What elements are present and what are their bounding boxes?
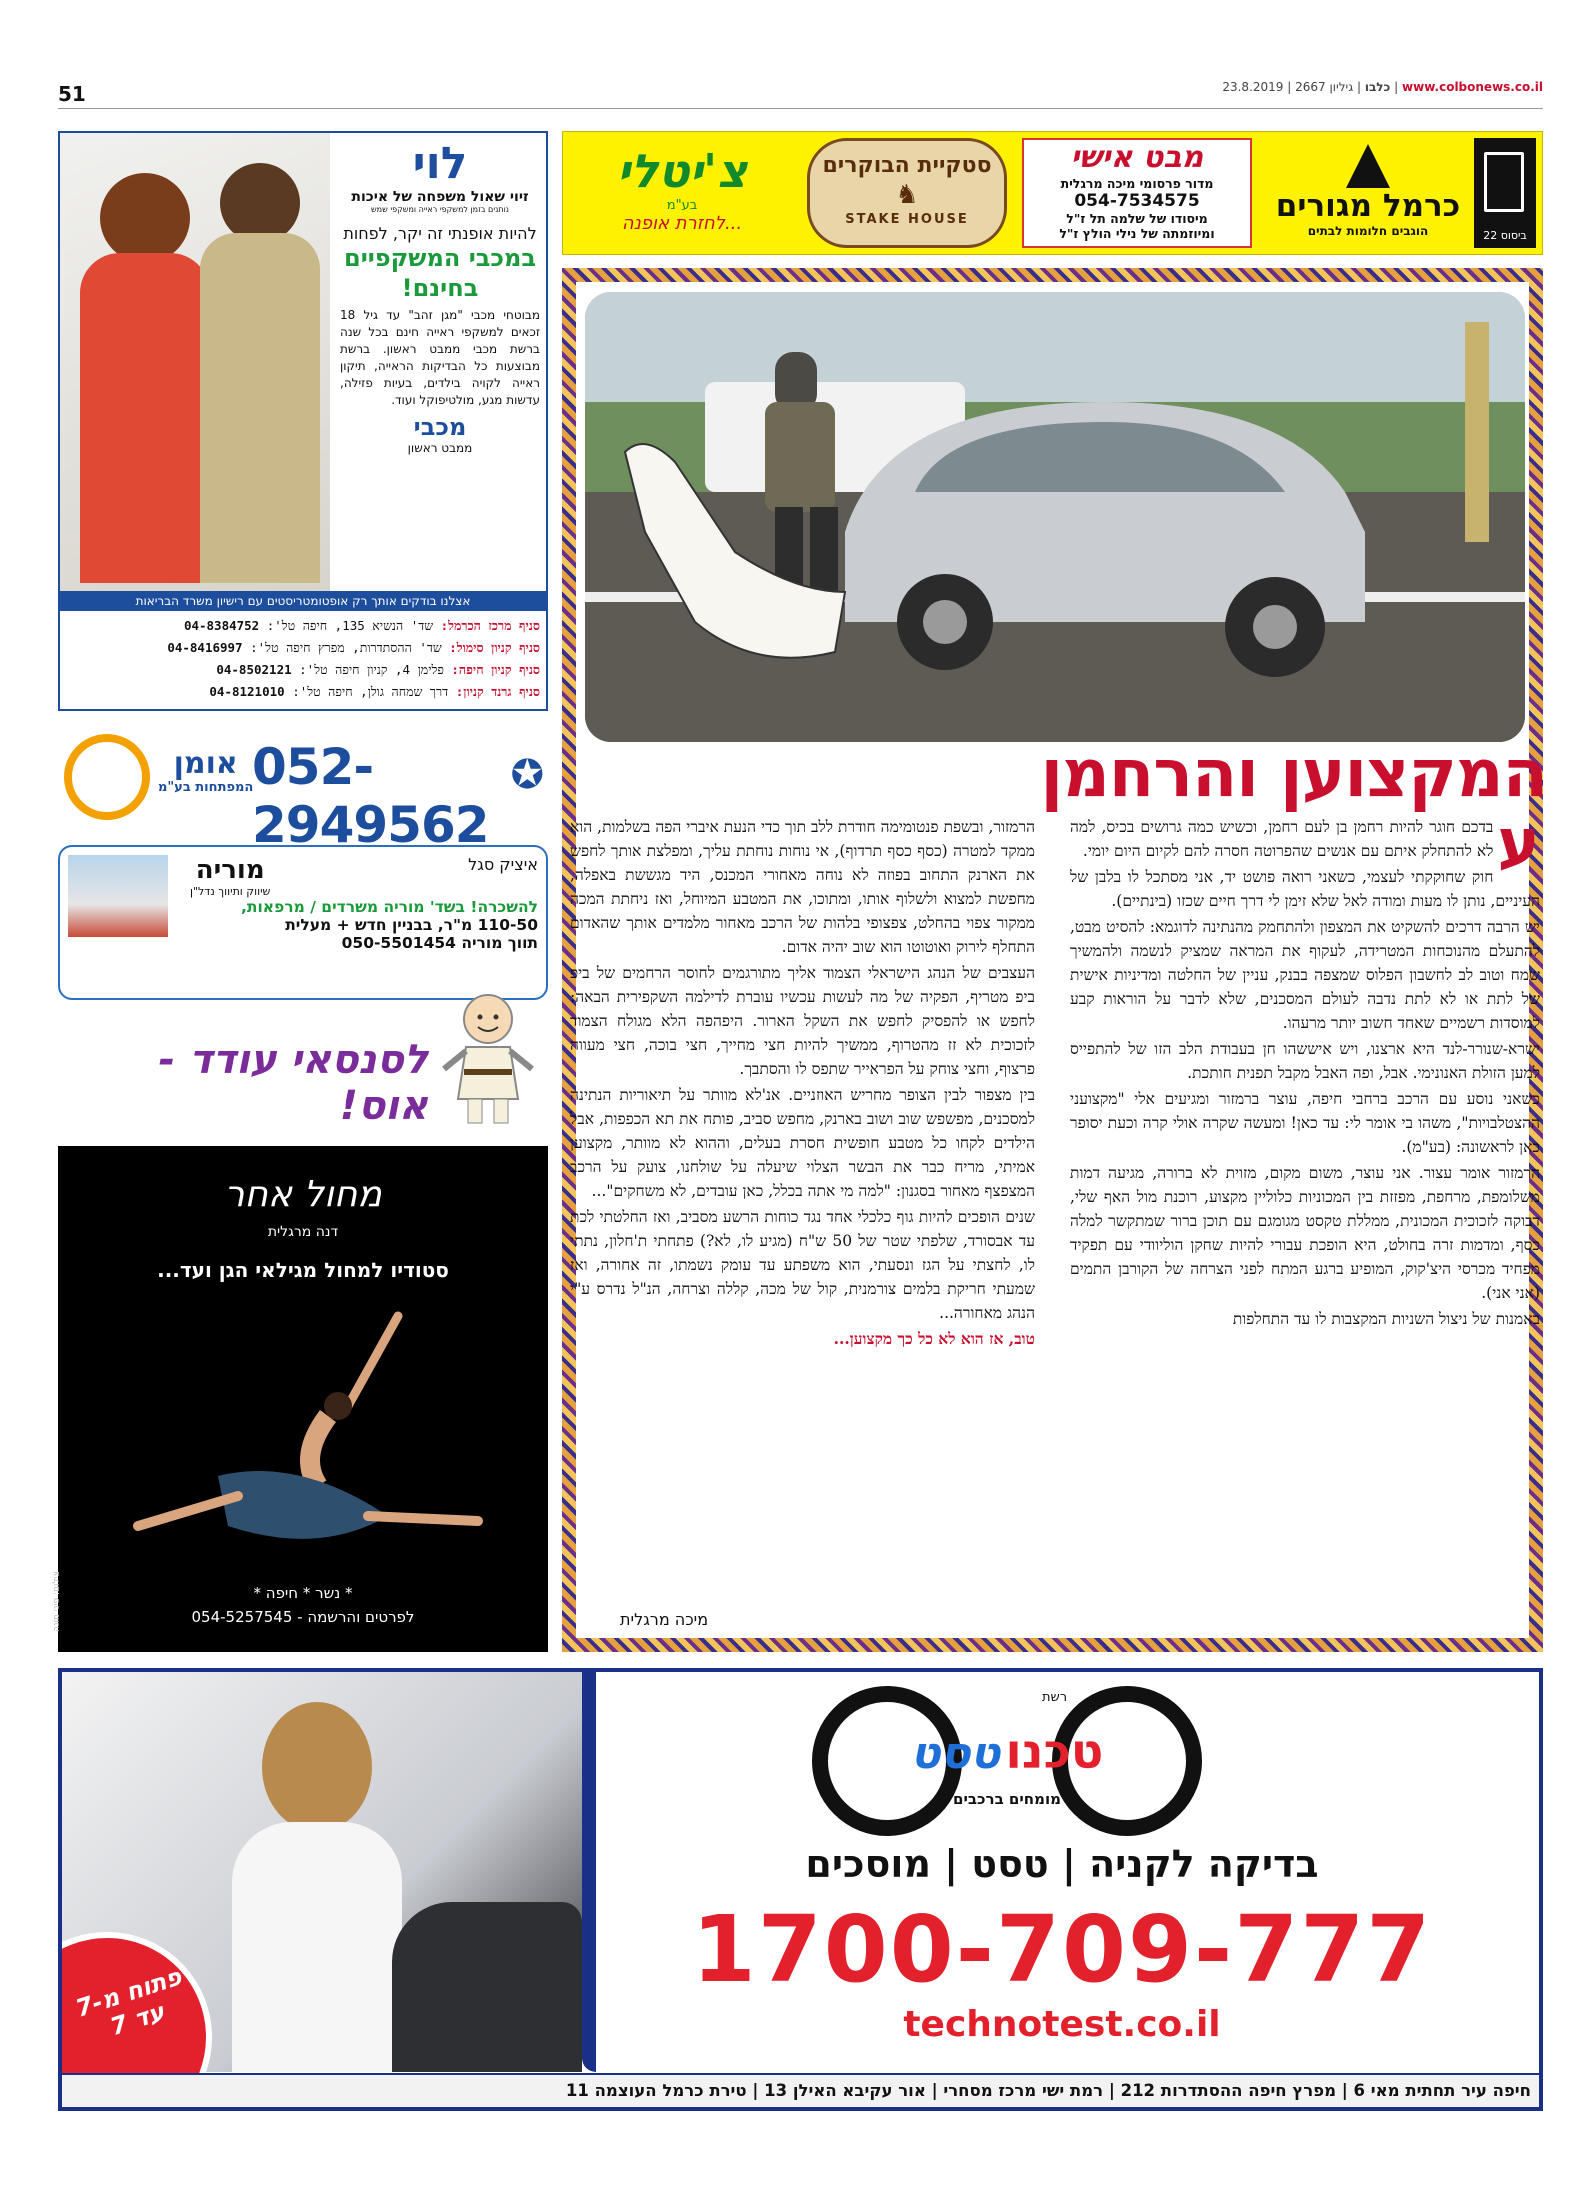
boy-figure	[220, 163, 300, 243]
article-byline: מיכה מרגלית	[620, 1610, 709, 1629]
paragraph: הרמזור אומר עצור. אני עוצר, משום מקום, מזוית לא ברורה, מגיעה דמות משלומפת, מרחפת, מפזזת בין המכוניות כלוליין מקצוע, רוכנת מול האף שלי, דבוקה לזכוכית המכונית, ממללת טקסט מגומגם עם תוכן ברור שמתקשר למלה כסף, ומדמות זרה בחולט, היא הופכת עבורי להיות שחקן הוליוודי עם תפקיד מפחיד מכרסי היצ'קוק, המופיע ברגע המתח לפני הצרחה של הקורבן התמים (אני אני).	[1070, 1164, 1540, 1302]
closing-line: טוב, אז הוא לא כל כך מקצוען...	[833, 1329, 1035, 1348]
personal-title: מבט אישי	[1070, 140, 1204, 175]
branch-row: סניף גרנד קניון: דרך שמחה גולן, חיפה טל': 04-8121010	[209, 684, 540, 699]
branch-row: סניף מרכז הכרמל: שד' הנשיא 135, חיפה טל': 04-8384752	[183, 618, 540, 633]
technotest-ad[interactable]	[58, 1668, 1543, 2111]
issue-number: גיליון 2667	[1295, 80, 1354, 94]
locksmith-brand: אומן	[173, 746, 238, 781]
technotest-logo	[812, 1686, 1202, 1836]
paragraph: בדכם חוגר להיות רחמן בן לעם רחמן, וכשיש כמה גרושים בכיס, למה לא להתחלק איתם עם אנשים שהפרוטה חסרה להם לקיום היום יומי.	[1070, 818, 1494, 860]
moria-building-photo	[68, 855, 168, 937]
steak-title: סטקיית הבוקרים	[822, 153, 992, 178]
paragraph: כשאני נוסע עם הרכב ברחבי חיפה, עוצר ברמזור ומגיעים אלי "מקצועני ההצטלבויות", משהו בי אומר לי: עד כאן! ומעשה שקרה אולי קרה וכעת יסופר כאן לראשונה: (בע"מ).	[1070, 1090, 1540, 1156]
steak-subtitle: STAKE HOUSE	[845, 212, 969, 227]
moria-line1: להשכרה! בשד' מוריה משרדים / מרפאות,	[241, 898, 538, 916]
karate-kid-drawing	[438, 989, 538, 1129]
optic-tag: נותנים בזמן למשקפי ראייה ומשקפי שמש	[371, 205, 509, 214]
carmel-ad[interactable]	[1268, 138, 1468, 248]
moria-agent: איציק סגל	[468, 855, 538, 874]
optic-ad[interactable]	[58, 131, 548, 711]
paragraph: ישרא-שנורר-לנד היא ארצנו, ויש איששהו חן בעבודת הלב הזו של להתפייס למען הזולת האנונימי. אבל, ופה האבל מקבל תפנית חותכת.	[1070, 1040, 1540, 1082]
logo-experts: מומחים ברכבים	[953, 1790, 1061, 1808]
tzitli-title: צ'יטלי	[616, 144, 748, 198]
dancer-photo	[98, 1286, 518, 1576]
tzitli-ad[interactable]	[572, 138, 792, 248]
paragraph: העצבים של הנהג הישראלי הצמוד אליך מתורגמים לחוסר הרחמים של ביפ ביפ מטריף, הפקיה של מה לעשות עכשיו עוברת לדילמה השקפירית הבאה: לחפש או להפסיק לחפש את השקל הארור. היפהפה הלא מגולח הצמוד לזכוכית לא זז מהטרוף, ממשיך להיות חצי מחייך, חצי בוכה, חצי מעווה פרצוף, וחצי צוחק על הפראייר שתפס לו והסתבך.	[570, 964, 1035, 1078]
paragraph: יש הרבה דרכים להשקיט את המצפון ולהתחמק מהנתינה לדוגמא: להסיט מבט, להתעלם מהנוכחות המטרידה, לעקוף את המראה שמציק לנשמה ולהמשיך שמח וטוב לב לחשבון הפלוס שמצפה בבנק, עניין של החלטה ומדיניות אישית של לתת או לא לתת נדבה לעולם המסכנים, שלא לדבר על הוראות קבע למוסדות רשמיים שאחד חשוב יותר מרעהו.	[1070, 918, 1540, 1032]
dance-contact: לפרטים והרשמה - 054-5257545	[191, 1608, 415, 1626]
top-ad-strip	[562, 131, 1543, 255]
paragraph: שנים הופכים להיות גוף כלכלי אחד נגד כוחות הרשע מסביב, ואז החלטתי לכת עד אבסורד, שלפתי שטר של 50 ש"ח (מגיע לו, לא?) פתחתי ת'חלון, נתתי לו, לחצתי על הגז ונסעתי, הוא משפתע עד עומק נשמתו, זה אחורה, ואז שמעתי חריקת בלמים צורמנית, קול של מכה, קללה וצרחה, הנ"ל נדרס ע"י הנהג מאחורה...	[570, 1208, 1036, 1322]
carmel-bird-icon	[1346, 144, 1390, 188]
moria-line3: תווך מוריה 050-5501454	[341, 934, 538, 952]
carmel-small: ביסוס 22	[1483, 229, 1527, 242]
personal-line3: ומיוזמתה של נילי הולץ ז"ל	[1059, 226, 1215, 241]
dance-title: מחול אחר	[224, 1174, 382, 1215]
technotest-phone[interactable]: 1700-709-777	[691, 1896, 1433, 2003]
locksmith-phone[interactable]: 052-2949562	[252, 738, 489, 854]
optic-footer: אצלנו בודקים אותך רק אופטומטריסטים עם רישיון משרד הבריאות	[60, 591, 546, 611]
paragraph: בין מצפור לבין הצופר מחריש האוזניים. אנ'לא מוותר על תיאוריות הנתינה למסכנים, מפשפש שוב ושוב בארנק, מחפש סביב, פותח את תא הכפפות, אבל הילדים לקחו כל מטבע חופשית חסרת בעלים, וההוא לא מוותר, מקצוען אמיתי, מריח כבר את הבשר הצלוי שיעלה על שולחנו, צועק על הרכב המצפצף מאחור בסגנון: "למה מי אתה בכלל, כאן עובדים, לא משחקים"...	[570, 1086, 1035, 1200]
greeting-text: לסנסאי עודד - אוס!	[158, 1037, 428, 1129]
tzitli-tag: ...לחזרת אופנה	[621, 213, 743, 234]
header-divider	[58, 108, 1543, 109]
technotest-branches: חיפה עיר תחתית מאי 6 | מפרץ חיפה ההסתדרות 212 | רמת ישי מרכז מסחרי | אור עקיבא האילן 13 | טירת כרמל העוצמה 11	[62, 2073, 1539, 2107]
girl-jacket	[80, 253, 210, 583]
technotest-site[interactable]: technotest.co.il	[903, 2004, 1221, 2045]
article-column-left	[570, 815, 1035, 1353]
paper-name: כלבו	[1364, 80, 1391, 94]
maccabi-logo: מכבי	[413, 413, 467, 441]
article-column-right	[1070, 806, 1540, 1333]
locksmith-brand-block	[158, 748, 253, 795]
branch-row: סניף קניון חיפה: פלימן 4, קניון חיפה טל': 04-8502121	[216, 662, 540, 677]
locksmith-ad[interactable]	[58, 722, 548, 854]
car-shape	[392, 1902, 582, 2072]
building-icon	[1484, 152, 1524, 212]
carmel-subtitle: הוגבים חלומות לבתים	[1307, 224, 1429, 238]
optic-brand: לוי	[412, 138, 468, 189]
police-star-icon: ✪	[510, 752, 544, 798]
dance-tagline: סטודיו למחול מגילאי הגן ועד...	[157, 1258, 449, 1282]
key-logo-icon	[64, 734, 150, 820]
optic-branches	[66, 615, 540, 703]
dance-location: * נשר * חיפה *	[253, 1584, 353, 1602]
personal-line2: מיסודו של שלמה תל ז"ל	[1066, 211, 1208, 226]
personal-line1: מדור פרסומי מיכה מרגלית	[1060, 176, 1214, 191]
woman-figure	[262, 1702, 372, 1832]
steak-house-ad[interactable]	[807, 138, 1007, 248]
street-car-illustration	[585, 292, 1525, 742]
logo-brand: טכנו	[1005, 1724, 1104, 1780]
moria-line2: 110-50 מ"ר, בבניין חדש + מעלית	[285, 916, 538, 934]
cowboy-icon: ♞	[895, 180, 919, 210]
moria-logo-sub: שיווק ותיווך נדל"ן	[190, 885, 271, 898]
moria-logo-block	[190, 855, 270, 898]
photo-credit: צילום: פיני מונה	[52, 1571, 62, 1632]
page-number: 51	[58, 82, 86, 106]
moria-logo: מוריה	[195, 855, 265, 885]
paragraph: באמנות של ניצול השניות המקצבות לו עד התחלפות	[1232, 1310, 1540, 1328]
logo-brand2: טסט	[910, 1728, 1001, 1779]
logo-wordmark	[852, 1724, 1162, 1780]
dance-sub: דנה מרגלית	[267, 1224, 339, 1240]
personal-view-ad[interactable]	[1022, 138, 1252, 248]
optic-intro: להיות אופנתי זה יקר, לפחות	[343, 224, 537, 243]
paragraph: חוק שחוקקתי לעצמי, כשאני רואה פושט יד, אני מסתכל לו בלבן של העיניים, נותן לו מעות ומודה לאל שלא זימן לי דרך חיים שכזו (בינתיים).	[1070, 868, 1540, 910]
optic-body: מבוטחי מכבי "מגן זהב" עד גיל 18 זכאים למשקפי ראייה חינם בכל שנה ברשת מכבי ממבט ראשון. ברשת מבוצעות כל הבדיקות הראייה, תיקון ראייה לקויה בילדים, בעיות פזילה, עדשות מגע, מולטיפוקל ועוד.	[340, 308, 540, 407]
optic-photo	[60, 133, 330, 591]
maccabi-sub: ממבט ראשון	[407, 441, 473, 455]
branch-row: סניף קניון סימול: שד' ההסתדרות, מפרץ חיפה טל': 04-8416997	[167, 640, 540, 655]
logo-network: רשת	[1042, 1690, 1068, 1705]
open-hours-text: פתוח מ-7 עד 7	[72, 1962, 185, 2042]
optic-text	[340, 139, 540, 455]
dance-studio-ad[interactable]	[52, 1146, 548, 1652]
carmel-logo-block	[1474, 138, 1536, 248]
blue-curve	[582, 1672, 596, 2072]
moria-text	[180, 855, 538, 952]
dropcap: ע	[1497, 806, 1540, 880]
article-photo	[585, 292, 1525, 742]
locksmith-sub: המפתחות בע"מ	[158, 780, 254, 795]
greeting-ad	[58, 985, 548, 1135]
issue-date: 23.8.2019	[1222, 80, 1284, 94]
personal-phone: 054-7534575	[1074, 191, 1200, 211]
girl-figure	[100, 173, 190, 263]
article-headline: המקצוען והרחמן	[1040, 735, 1547, 812]
site-url[interactable]: www.colbonews.co.il	[1402, 80, 1543, 94]
moria-ad[interactable]	[58, 845, 548, 1000]
tzitli-suffix: בע"מ	[666, 198, 698, 213]
boy-body	[200, 233, 320, 583]
woman-shirt	[232, 1822, 402, 2072]
page-header-info: www.colbonews.co.il | כלבו | גיליון 2667 | 23.8.2019	[1222, 80, 1543, 94]
carmel-title: כרמל מגורים	[1275, 188, 1461, 224]
optic-headline: במכבי המשקפיים בחינם!	[343, 244, 536, 302]
services-line: בדיקה לקניה | טסט | מוסכים	[805, 1842, 1319, 1886]
paragraph: הרמזור, ובשפת פנטומימה חודרת ללב תוך כדי הנעת איברי הפה בשלמות, הוא ממקד למטרה (כסף כסף תרדוף), אי נוחות נוחתת עליך, ומפלצת אותך לחפש את הארנק התחוב בפוזה לא נוחה מאחורי המכנס, היד מגששת באפלה, מחפשת למצוא ולשלוף אותו, ומתוכו, את המטבע המיוחל, ואז ניחתת המכה ממקור צפוי בהחלט, צפצופי בלהות של הרכב מאחור מלמדים אותך שהאדום התחלף לירוק ואוטוטו הוא שוב יהיה אדום.	[570, 818, 1035, 956]
optic-family: זיוי שאול משפחה של איכות	[351, 189, 529, 205]
